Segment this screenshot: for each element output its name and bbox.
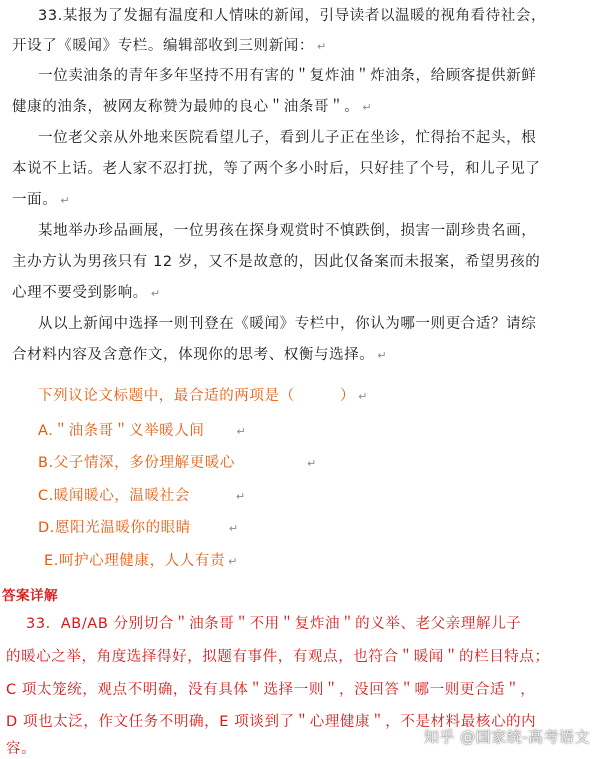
option-b — [38, 453, 317, 474]
answer-line-2: 的暖心之举，角度选择得好，拟题有事件，有观点，也符合＂暖闻＂的栏目特点； — [6, 649, 550, 665]
watermark: 知乎 @国家统-高考语文 — [423, 728, 590, 746]
option-b-text: B.父子情深，多份理解更暖心 — [38, 455, 235, 471]
paragraph-mark-icon: ↵ — [317, 40, 327, 53]
paragraph-mark-icon: ↵ — [235, 490, 246, 503]
paragraph-mark-icon: ↵ — [306, 457, 317, 470]
paragraph-mark-icon: ↵ — [362, 101, 373, 114]
paragraph-mark-icon: ↵ — [236, 425, 247, 438]
question-line-10 — [12, 283, 161, 304]
question-line-7 — [12, 190, 70, 211]
question-line-4-text: 健康的油条，被网友称赞为最帅的良心＂油条哥＂。 — [12, 99, 360, 115]
option-e-text: E.呵护心理健康，人人有责 — [44, 553, 226, 569]
answer-line-4: D 项也太泛，作文任务不明确，E 项谈到了＂心理健康＂，不是材料最核心的内 — [6, 714, 537, 730]
answer-line-3: C 项太笼统，观点不明确，没有具体＂选择一则＂，没回答＂哪一则更合适＂， — [6, 682, 536, 698]
question-line-11: 从以上新闻中选择一则刊登在《暖闻》专栏中，你认为哪一则更合适？请综 — [38, 316, 537, 332]
answer-line-5: 容。 — [6, 741, 37, 757]
question-line-12 — [12, 345, 387, 366]
question-line-5: 一位老父亲从外地来医院看望儿子，看到儿子正在坐诊，忙得抬不起头，根 — [38, 130, 537, 146]
subquestion-prompt-text: 下列议论文标题中，最合适的两项是（ ） — [38, 388, 356, 404]
subquestion-prompt — [38, 386, 368, 407]
paragraph-mark-icon: ↵ — [228, 522, 239, 535]
paragraph-mark-icon: ↵ — [377, 349, 388, 362]
question-line-2 — [12, 36, 327, 57]
question-line-12-text: 合材料内容及含意作文，体现你的思考、权衡与选择。 — [12, 347, 375, 363]
answer-label: 答案详解 — [2, 588, 58, 604]
question-line-1: 33.某报为了发掘有温度和人情味的新闻，引导读者以温暖的视角看待社会， — [38, 8, 547, 24]
question-line-3: 一位卖油条的青年多年坚持不用有害的＂复炸油＂炸油条，给顾客提供新鲜 — [38, 68, 537, 84]
question-line-8: 某地举办珍品画展，一位男孩在探身观赏时不慎跌倒，损害一副珍贵名画， — [38, 223, 537, 239]
option-c — [38, 486, 246, 507]
question-line-2-text: 开设了《暖闻》专栏。编辑部收到三则新闻： — [12, 38, 314, 54]
question-line-6: 本说不上话。老人家不忍打扰，等了两个多小时后，只好挂了个号，和儿子见了 — [12, 161, 541, 177]
option-a — [38, 421, 246, 442]
option-c-text: C.暖闻暖心，温暖社会 — [38, 488, 190, 504]
paragraph-mark-icon: ↵ — [358, 390, 368, 403]
question-line-10-text: 心理不要受到影响。 — [12, 285, 148, 301]
question-line-7-text: 一面。 — [12, 192, 58, 208]
option-d — [38, 518, 239, 539]
question-line-4 — [12, 97, 372, 118]
option-a-text: A.＂油条哥＂义举暖人间 — [38, 423, 205, 439]
answer-line-1: 33．AB/AB 分别切合＂油条哥＂不用＂复炸油＂的义举、老父亲理解儿子 — [26, 616, 522, 632]
question-line-9: 主办方认为男孩只有 12 岁，又不是故意的，因此仅备案而未报案，希望男孩的 — [12, 254, 541, 270]
paragraph-mark-icon: ↵ — [150, 287, 161, 300]
paragraph-mark-icon: ↵ — [228, 555, 238, 568]
paragraph-mark-icon: ↵ — [60, 194, 71, 207]
option-e — [44, 551, 238, 572]
option-d-text: D.愿阳光温暖你的眼睛 — [38, 520, 191, 536]
